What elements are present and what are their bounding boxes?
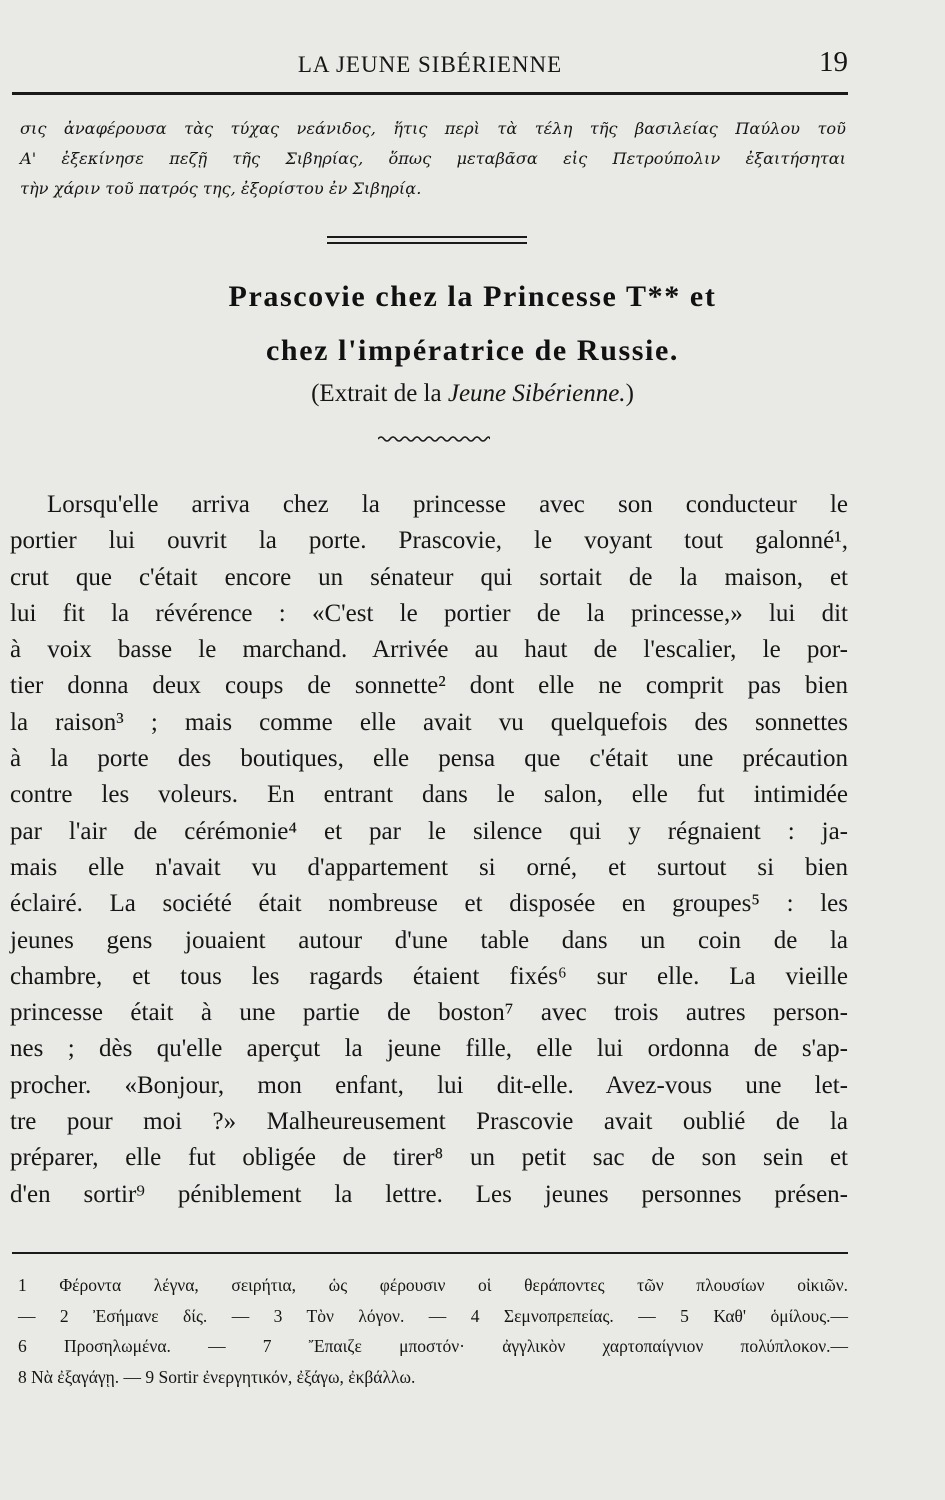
- body-line: à voix basse le marchand. Arrivée au haut de l'escalier, le por-: [10, 636, 848, 664]
- subtitle-suffix: ): [625, 380, 634, 407]
- section-title-line-1: Prascovie chez la Princesse T** et: [228, 280, 717, 313]
- body-line: princesse était à une partie de boston⁷ avec trois autres person-: [10, 999, 848, 1027]
- section-title-line-2: chez l'impératrice de Russie.: [266, 334, 679, 367]
- section-subtitle: [0, 380, 945, 408]
- body-line: d'en sortir⁹ péniblement la lettre. Les jeunes personnes présen-: [10, 1180, 848, 1208]
- body-line: chambre, et tous les ragards étaient fixés⁶ sur elle. La vieille: [10, 962, 848, 990]
- body-line: tre pour moi ?» Malheureusement Prascovie avait oublié de la: [10, 1108, 848, 1136]
- body-line: contre les voleurs. En entrant dans le salon, elle fut intimidée: [10, 781, 848, 809]
- running-head: [12, 44, 848, 88]
- footnote-rule: [12, 1252, 848, 1254]
- footnote-line: 8 Νὰ ἐξαγάγῃ. — 9 Sortir ἐνεργητικόν, ἐξάγω, ἐκβάλλω.: [18, 1366, 416, 1387]
- body-line: procher. «Bonjour, mon enfant, lui dit-elle. Avez-vous une let-: [10, 1071, 848, 1099]
- greek-intro-line: Α' ἐξεκίνησε πεζῇ τῆς Σιβηρίας, ὅπως μεταβᾶσα εἰς Πετρούπολιν ἐξαιτήσηται: [20, 149, 846, 168]
- subtitle-prefix: (Extrait de la: [311, 380, 448, 407]
- body-line: préparer, elle fut obligée de tirer⁸ un petit sac de son sein et: [10, 1144, 848, 1172]
- body-line: par l'air de cérémonie⁴ et par le silence qui y régnaient : ja-: [10, 817, 848, 845]
- footnote-line: — 2 Ἐσήμανε δίς. — 3 Τὸν λόγον. — 4 Σεμνοπρεπείας. — 5 Καθ' ὁμίλους.—: [18, 1305, 848, 1326]
- body-line: éclairé. La société était nombreuse et disposée en groupes⁵ : les: [10, 890, 848, 918]
- body-paragraph: [10, 487, 848, 1213]
- page-number: 19: [819, 46, 848, 78]
- footnote-line: 1 Φέροντα λέγνα, σειρήτια, ὡς φέρουσιν οἱ θεράποντες τῶν πλουσίων οἰκιῶν.: [18, 1275, 848, 1295]
- header-rule: [12, 92, 848, 95]
- body-line: mais elle n'avait vu d'appartement si orné, et surtout si bien: [10, 853, 848, 881]
- subtitle-italic: Jeune Sibérienne.: [447, 380, 626, 407]
- wavy-ornament: [378, 434, 490, 444]
- footnotes: [18, 1270, 848, 1392]
- greek-intro-line: σις ἀναφέρουσα τὰς τύχας νεάνιδος, ἥτις περὶ τὰ τέλη τῆς βασιλείας Παύλου τοῦ: [20, 119, 846, 138]
- body-line: nes ; dès qu'elle aperçut la jeune fille, elle lui ordonna de s'ap-: [10, 1035, 848, 1063]
- greek-intro-paragraph: [20, 114, 846, 204]
- body-line: portier lui ouvrit la porte. Prascovie, le voyant tout galonné¹,: [10, 527, 848, 555]
- body-line: Lorsqu'elle arriva chez la princesse avec son conducteur le: [47, 491, 848, 518]
- running-title: LA JEUNE SIBÉRIENNE: [297, 52, 563, 77]
- body-line: lui fit la révérence : «C'est le portier de la princesse,» lui dit: [10, 599, 848, 627]
- body-line: jeunes gens jouaient autour d'une table dans un coin de la: [10, 926, 848, 954]
- body-line: la raison³ ; mais comme elle avait vu quelquefois des sonnettes: [10, 708, 848, 736]
- footnote-line: 6 Προσηλωμένα. — 7 Ἔπαιζε μποστόν· ἀγγλικὸν χαρτοπαίγνιον πολύπλοκον.—: [18, 1336, 848, 1356]
- greek-intro-line: τὴν χάριν τοῦ πατρός της, ἐξορίστου ἐν Σιβηρίᾳ.: [20, 179, 422, 198]
- section-divider: [327, 236, 527, 244]
- body-line: crut que c'était encore un sénateur qui sortait de la maison, et: [10, 563, 848, 591]
- body-line: à la porte des boutiques, elle pensa que c'était une précaution: [10, 745, 848, 773]
- body-line: tier donna deux coups de sonnette² dont elle ne comprit pas bien: [10, 672, 848, 700]
